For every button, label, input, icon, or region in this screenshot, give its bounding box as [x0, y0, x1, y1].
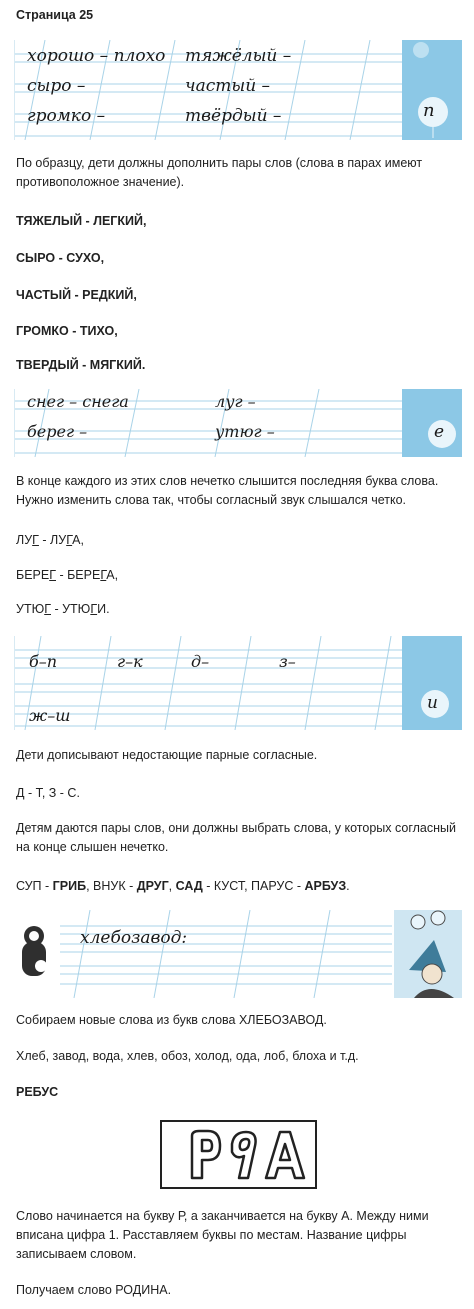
lined-paper: [14, 910, 462, 998]
badge-letter-1: п: [423, 100, 435, 121]
handwriting-1-left-1: хорошо – плохо: [27, 46, 166, 66]
answer-line: Получаем слово РОДИНА.: [16, 1283, 172, 1297]
handwriting-1-left-3: громко –: [27, 106, 106, 126]
handwriting-1-right-3: твёрдый –: [185, 106, 282, 126]
paragraph-task-1: По образцу, дети должны дополнить пары слов (слова в парах имеют противоположное значение).: [16, 156, 423, 189]
answer-line: Хлеб, завод, вода, хлев, обоз, холод, ода, лоб, блоха и т.д.: [16, 1049, 359, 1063]
lined-paper: [15, 636, 462, 730]
consonant-pair: ж–ш: [29, 706, 71, 725]
handwriting-2-left-1: снег – снега: [27, 392, 129, 411]
consonant-pair: д–: [191, 652, 210, 671]
paragraph-task-6: Слово начинается на букву Р, а заканчивается на букву А. Между ними вписана цифра 1. Расставляем буквы по местам. Название цифры записываем словом.: [16, 1209, 429, 1261]
badge-letter-2: е: [434, 422, 445, 442]
handwriting-2-right-1: луг –: [215, 392, 256, 411]
handwriting-1-right-2: частый –: [185, 76, 271, 96]
handwriting-1-left-2: сыро –: [27, 76, 86, 96]
handwriting-1-right-1: тяжёлый –: [185, 46, 292, 66]
paragraph-task-3: Дети дописывают недостающие парные согласные.: [16, 748, 318, 762]
answer-line: ГРОМКО - ТИХО,: [16, 324, 118, 338]
answer-line: ЛУГ - ЛУГА,: [16, 533, 84, 547]
rebus-letter-a: [266, 1132, 304, 1178]
consonant-pair: з–: [279, 652, 296, 671]
gnome-with-balloons-icon: [394, 910, 462, 998]
rebus-heading: РЕБУС: [16, 1085, 59, 1099]
answer-line: СЫРО - СУХО,: [16, 251, 105, 265]
paragraph-task-4: Детям даются пары слов, они должны выбрать слова, у которых согласный на конце слышен нечетко.: [16, 821, 456, 854]
handwriting-2-right-2: утюг –: [215, 422, 275, 441]
rebus-drawing: [162, 1122, 315, 1187]
answer-line: УТЮГ - УТЮГИ.: [16, 602, 110, 616]
copybook-strip-1: [14, 40, 462, 140]
answer-line: Д - Т, З - С.: [16, 786, 80, 800]
handwriting-word: хлебозавод:: [80, 928, 188, 948]
paragraph-task-2: В конце каждого из этих слов нечетко слышится последняя буква слова. Нужно изменить слова так, чтобы согласный звук слышался четко.: [16, 474, 439, 507]
handwriting-2-left-2: берег –: [27, 422, 88, 441]
side-panel: [402, 389, 462, 457]
copybook-strip-2: [14, 389, 462, 457]
rebus-letter-r: [192, 1131, 220, 1178]
copybook-strip-4: [14, 910, 462, 998]
answer-line: ЧАСТЫЙ - РЕДКИЙ,: [16, 288, 137, 302]
matryoshka-icon: [22, 926, 47, 976]
answer-line: ТЯЖЕЛЫЙ - ЛЕГКИЙ,: [16, 214, 147, 228]
answer-line: ТВЕРДЫЙ - МЯГКИЙ.: [16, 358, 146, 372]
copybook-strip-3: [14, 636, 462, 730]
badge-letter-3: и: [427, 693, 438, 713]
consonant-pair: г–к: [117, 652, 143, 671]
rebus-image: [160, 1120, 317, 1189]
page-title: Страница 25: [16, 8, 94, 22]
answer-line: БЕРЕГ - БЕРЕГА,: [16, 568, 119, 582]
rebus-digit-one: [232, 1132, 256, 1178]
paragraph-task-5: Собираем новые слова из букв слова ХЛЕБОЗАВОД.: [16, 1013, 327, 1027]
consonant-pair: б–п: [29, 652, 58, 671]
answer-line: СУП - ГРИБ, ВНУК - ДРУГ, САД - КУСТ, ПАРУС - АРБУЗ.: [16, 879, 350, 893]
